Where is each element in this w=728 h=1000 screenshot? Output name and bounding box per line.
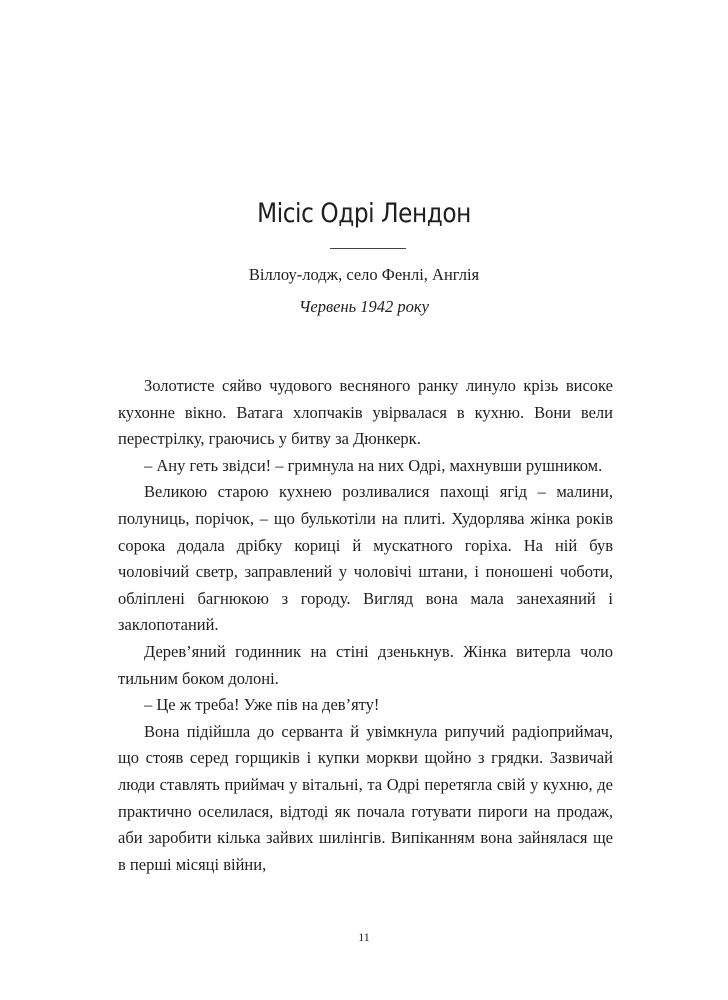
paragraph: Великою старою кухнею розливалися пахощі ягід – малини, полуниць, порічок, – що булькотіли на плиті. Худорлява жінка років сорока додала дрібку кориці й мускатного горіха. На ній був чоловічий светр, заправлений у чоловічі штани, і поношені чоботи, обліплені багнюкою з городу. Вигляд вона мала занехаяний і заклопотаний. (118, 482, 613, 635)
chapter-date: Червень 1942 року (299, 297, 429, 316)
body-text (118, 373, 613, 878)
paragraph: Золотисте сяйво чудового весняного ранку линуло крізь високе кухонне вікно. Ватага хлопчаків увірвалася в кухню. Вони вели перестрілку, граючись у битву за Дюнкерк. (118, 376, 613, 449)
paragraph: Вона підійшла до серванта й увімкнула рипучий радіоприймач, що стояв серед горщиків і купки моркви щойно з грядки. Зазвичай люди ставлять приймач у вітальні, та Одрі перетягла свій у кухню, де практично оселилася, відтоді як почала готувати пироги на продаж, аби заробити кілька зайвих шилінгів. Випіканням вона зайнялася ще в перші місяці війни, (118, 721, 613, 874)
chapter-title: Місіс Одрі Лендон (257, 198, 471, 229)
paragraph: – Ану геть звідси! – гримнула на них Одрі, махнувши рушником. (144, 455, 603, 475)
title-divider (330, 248, 406, 249)
page-number: 11 (358, 930, 370, 944)
paragraph: – Це ж треба! Уже пів на дев’яту! (144, 695, 380, 715)
chapter-location: Віллоу-лодж, село Фенлі, Англія (248, 265, 480, 284)
paragraph: Дерев’яний годинник на стіні дзенькнув. Жінка витерла чоло тильним боком долоні. (118, 641, 613, 688)
